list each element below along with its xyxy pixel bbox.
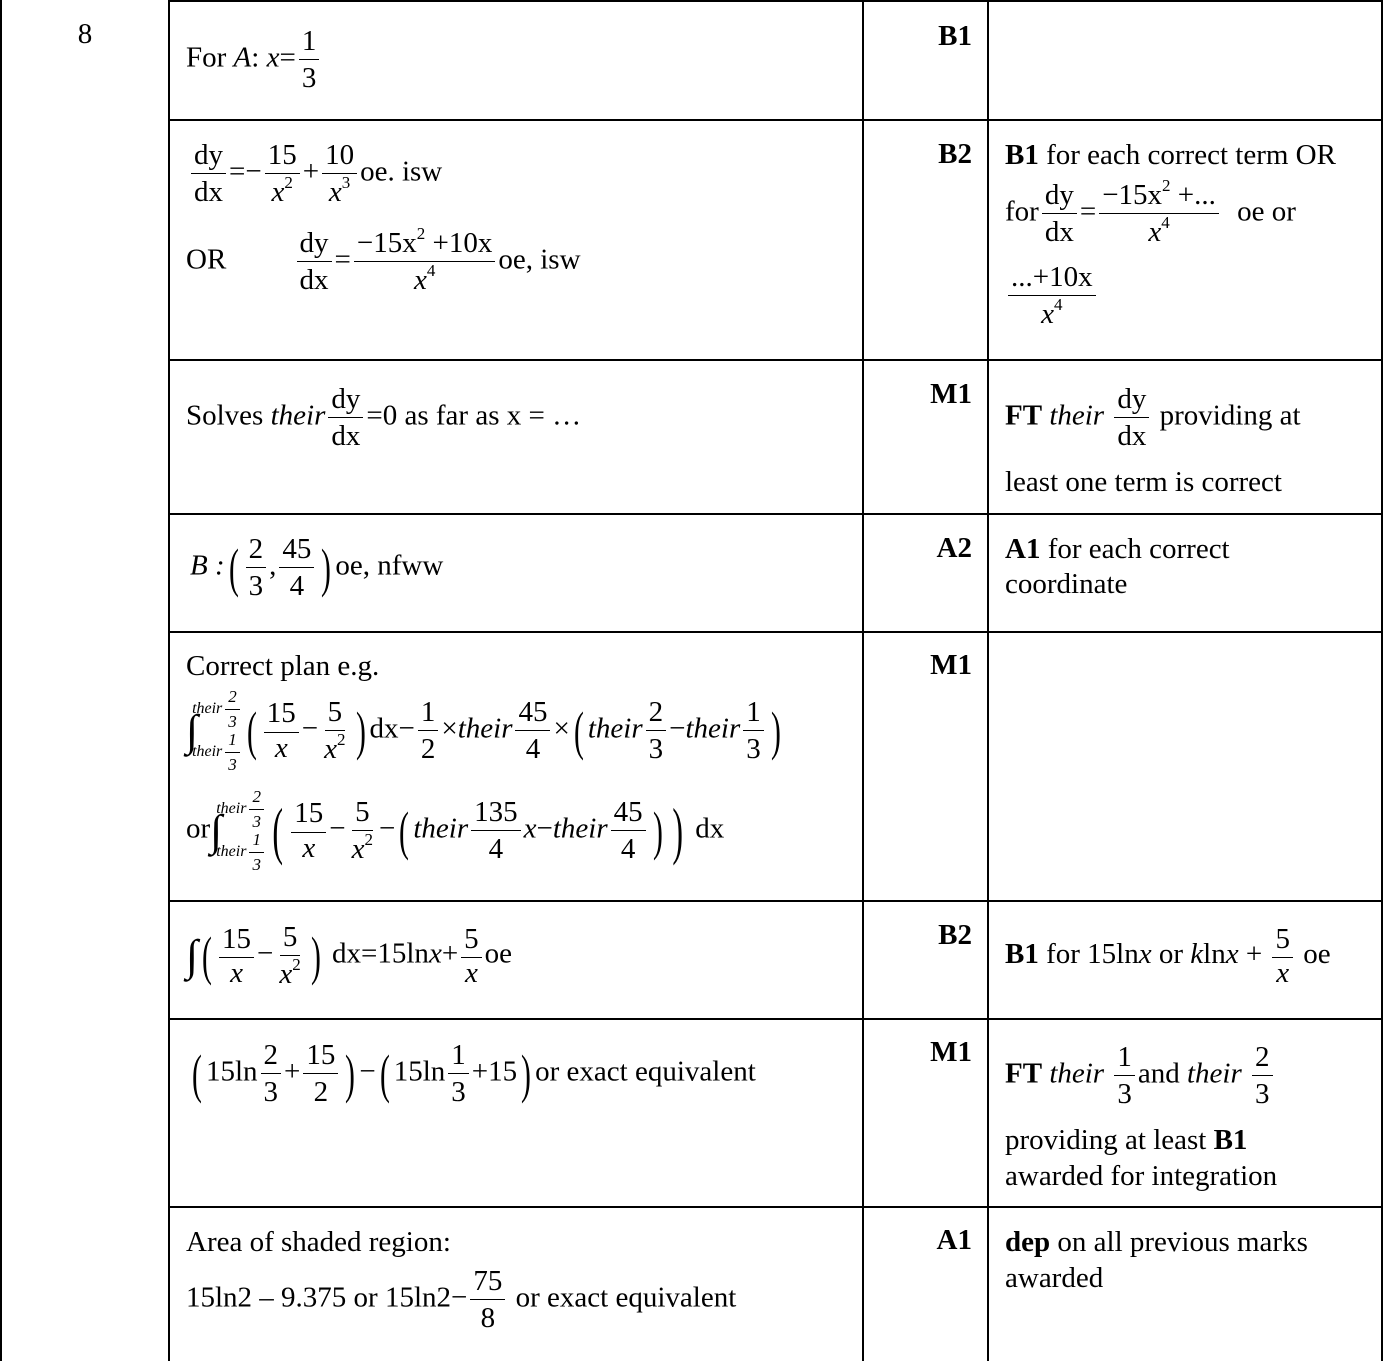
table-border-right bbox=[1381, 0, 1383, 1361]
plus: + bbox=[302, 155, 320, 188]
integral-limits: their $\frac{2}{3}$ their $\frac{1}{3}$ bbox=[192, 688, 243, 773]
guidance-row-2: B1 for each correct term OR bbox=[1005, 139, 1336, 171]
fraction: $\frac{1}{2}$ bbox=[418, 697, 439, 765]
mark-row-6: B2 bbox=[938, 919, 972, 951]
answer-row-5-alt: or∫ their $\frac{2}{3}$ their $\frac{1}{3}$ ( $\frac{15}{x}$ − $\frac{5}{x^2}$ −( their $\frac{135}{4}$ x−their $\frac{45}{4}$ ) ) dx bbox=[186, 787, 725, 874]
fraction: $\frac{1}{3}$ bbox=[299, 26, 320, 94]
fraction: $\frac{15}{x}$ bbox=[264, 698, 299, 763]
guidance-row-2-fraction bbox=[1005, 262, 1099, 330]
column-divider-guidance bbox=[987, 0, 989, 1361]
fraction: $\frac{2}{3}$ bbox=[261, 1040, 282, 1108]
fraction: $\frac{15}{x^2}$ bbox=[265, 140, 300, 208]
row-divider bbox=[168, 900, 1383, 902]
integral-sign: ∫ bbox=[210, 805, 223, 855]
answer-row-5-plan: ∫ their $\frac{2}{3}$ their $\frac{1}{3}$ ( $\frac{15}{x}$ − $\frac{5}{x^2}$ ) dx− $\frac{1}{2}$ ×their $\frac{45}{4}$ ×( their $\frac{2}{3}$ −their $\frac{1}{3}$ ) bbox=[186, 687, 781, 774]
answer-x: x bbox=[266, 41, 280, 74]
fraction: $\frac{5}{x}$ bbox=[461, 924, 482, 989]
guidance-row-4-line2: coordinate bbox=[1005, 568, 1128, 600]
equals: = bbox=[334, 243, 351, 276]
answer-row-3: Solves their $\frac{dy}{dx}$ =0 as far as x = … bbox=[186, 383, 582, 453]
fraction: $\frac{5}{x^2}$ bbox=[324, 695, 346, 766]
answer-var: A bbox=[233, 41, 252, 74]
answer-row-4: B :( $\frac{2}{3}$ , $\frac{45}{4}$ ) oe, nfww bbox=[190, 533, 444, 603]
equals: =− bbox=[229, 155, 262, 188]
table-border-top bbox=[168, 0, 1383, 2]
mark-row-1: B1 bbox=[938, 20, 972, 52]
fraction: $\frac{10}{x^3}$ bbox=[322, 140, 357, 208]
mark-row-8: A1 bbox=[936, 1224, 972, 1256]
fraction: $\frac{45}{4}$ bbox=[611, 797, 646, 865]
derivative: $\frac{dy}{dx}$ bbox=[1042, 180, 1077, 248]
answer-row-2 bbox=[188, 140, 442, 208]
fraction: $\frac{1}{3}$ bbox=[743, 697, 764, 765]
mark-row-5: M1 bbox=[930, 649, 972, 681]
integral-sign: ∫ bbox=[186, 930, 199, 980]
answer-text: For bbox=[186, 41, 227, 74]
fraction: $\frac{2}{3}$ bbox=[646, 697, 667, 765]
derivative: $\frac{dy}{dx}$ bbox=[1114, 384, 1149, 452]
fraction: $\frac{1}{3}$ bbox=[1114, 1042, 1135, 1110]
mark-row-4: A2 bbox=[936, 532, 972, 564]
colon: : bbox=[251, 41, 260, 74]
mark-row-2: B2 bbox=[938, 138, 972, 170]
fraction: $\frac{5}{x^2}$ bbox=[279, 921, 301, 991]
fraction: $\frac{15}{x}$ bbox=[291, 798, 326, 863]
guidance-row-7: FT their $\frac{1}{3}$ and their $\frac{2}{3}$ bbox=[1005, 1042, 1276, 1110]
fraction: $\frac{1}{3}$ bbox=[448, 1040, 469, 1108]
derivative: $\frac{dy}{dx}$ bbox=[297, 228, 332, 296]
guidance-row-4: A1 for each correct bbox=[1005, 533, 1230, 565]
right-paren: ) bbox=[321, 537, 332, 598]
table-border-left bbox=[0, 0, 2, 1361]
answer-row-5-heading: Correct plan e.g. bbox=[186, 650, 380, 682]
row-divider bbox=[168, 119, 1383, 121]
guidance-row-7-line2: providing at least B1 bbox=[1005, 1124, 1248, 1156]
answer-row-8: 15ln2 – 9.375 or 15ln2− $\frac{75}{8}$ or exact equivalent bbox=[186, 1265, 737, 1335]
derivative: $\frac{dy}{dx}$ bbox=[328, 384, 363, 452]
row-divider bbox=[168, 1206, 1383, 1208]
guidance-row-8-line2: awarded bbox=[1005, 1262, 1104, 1294]
answer-note: oe, isw bbox=[498, 243, 581, 276]
column-divider-answer bbox=[168, 0, 170, 1361]
integral-sign: ∫ bbox=[186, 705, 199, 755]
integral-limits: their $\frac{2}{3}$ their $\frac{1}{3}$ bbox=[216, 788, 267, 873]
row-divider bbox=[168, 1018, 1383, 1020]
fraction: $\frac{75}{8}$ bbox=[470, 1266, 505, 1334]
guidance-row-6: B1 for 15lnx or klnx + $\frac{5}{x}$ oe bbox=[1005, 923, 1331, 990]
fraction: $\frac{-15x^2 +...}{x^4}$ bbox=[1099, 180, 1219, 248]
fraction: $\frac{15}{2}$ bbox=[303, 1040, 338, 1108]
fraction: $\frac{5}{x^2}$ bbox=[351, 795, 373, 866]
guidance-row-2-formula: for $\frac{dy}{dx}$ = $\frac{-15x^2 +...}{x^4}$ oe or bbox=[1005, 176, 1296, 249]
fraction: $\frac{5}{x}$ bbox=[1272, 924, 1293, 989]
fraction: $\frac{45}{4}$ bbox=[515, 697, 550, 765]
row-divider bbox=[168, 513, 1383, 515]
answer-row-2-alt bbox=[186, 224, 581, 297]
mark-row-3: M1 bbox=[930, 378, 972, 410]
answer-row-6: ∫( $\frac{15}{x}$ − $\frac{5}{x^2}$ ) dx=15lnx+ $\frac{5}{x}$ oe bbox=[186, 921, 513, 991]
question-number: 8 bbox=[77, 18, 93, 50]
guidance-row-3: FT their $\frac{dy}{dx}$ providing at bbox=[1005, 383, 1301, 453]
fraction: $\frac{15}{x}$ bbox=[219, 924, 254, 989]
fraction: $\frac{2}{3}$ bbox=[246, 534, 267, 602]
guidance-row-3-line2: least one term is correct bbox=[1005, 466, 1282, 498]
fraction: $\frac{-15x^2 +10x}{x^4}$ bbox=[354, 228, 495, 296]
equals: = bbox=[279, 41, 296, 74]
guidance-row-8: dep on all previous marks bbox=[1005, 1226, 1308, 1258]
or-label: OR bbox=[186, 243, 227, 276]
row-divider bbox=[168, 631, 1383, 633]
fraction: $\frac{2}{3}$ bbox=[1252, 1042, 1273, 1110]
mark-row-7: M1 bbox=[930, 1036, 972, 1068]
row-divider bbox=[168, 359, 1383, 361]
answer-row-8-heading: Area of shaded region: bbox=[186, 1226, 451, 1258]
answer-row-7: ( 15ln $\frac{2}{3}$ + $\frac{15}{2}$ ) −( 15ln $\frac{1}{3}$ +15) or exact equivalent bbox=[192, 1039, 756, 1109]
answer-row-1 bbox=[186, 26, 322, 94]
fraction: $\frac{...+10x}{x^4}$ bbox=[1008, 262, 1096, 330]
fraction: $\frac{135}{4}$ bbox=[471, 797, 521, 865]
derivative: $\frac{dy}{dx}$ bbox=[191, 140, 226, 208]
guidance-row-7-line3: awarded for integration bbox=[1005, 1160, 1278, 1192]
fraction: $\frac{45}{4}$ bbox=[279, 534, 314, 602]
left-paren: ( bbox=[228, 537, 239, 598]
answer-note: oe. isw bbox=[360, 155, 443, 188]
